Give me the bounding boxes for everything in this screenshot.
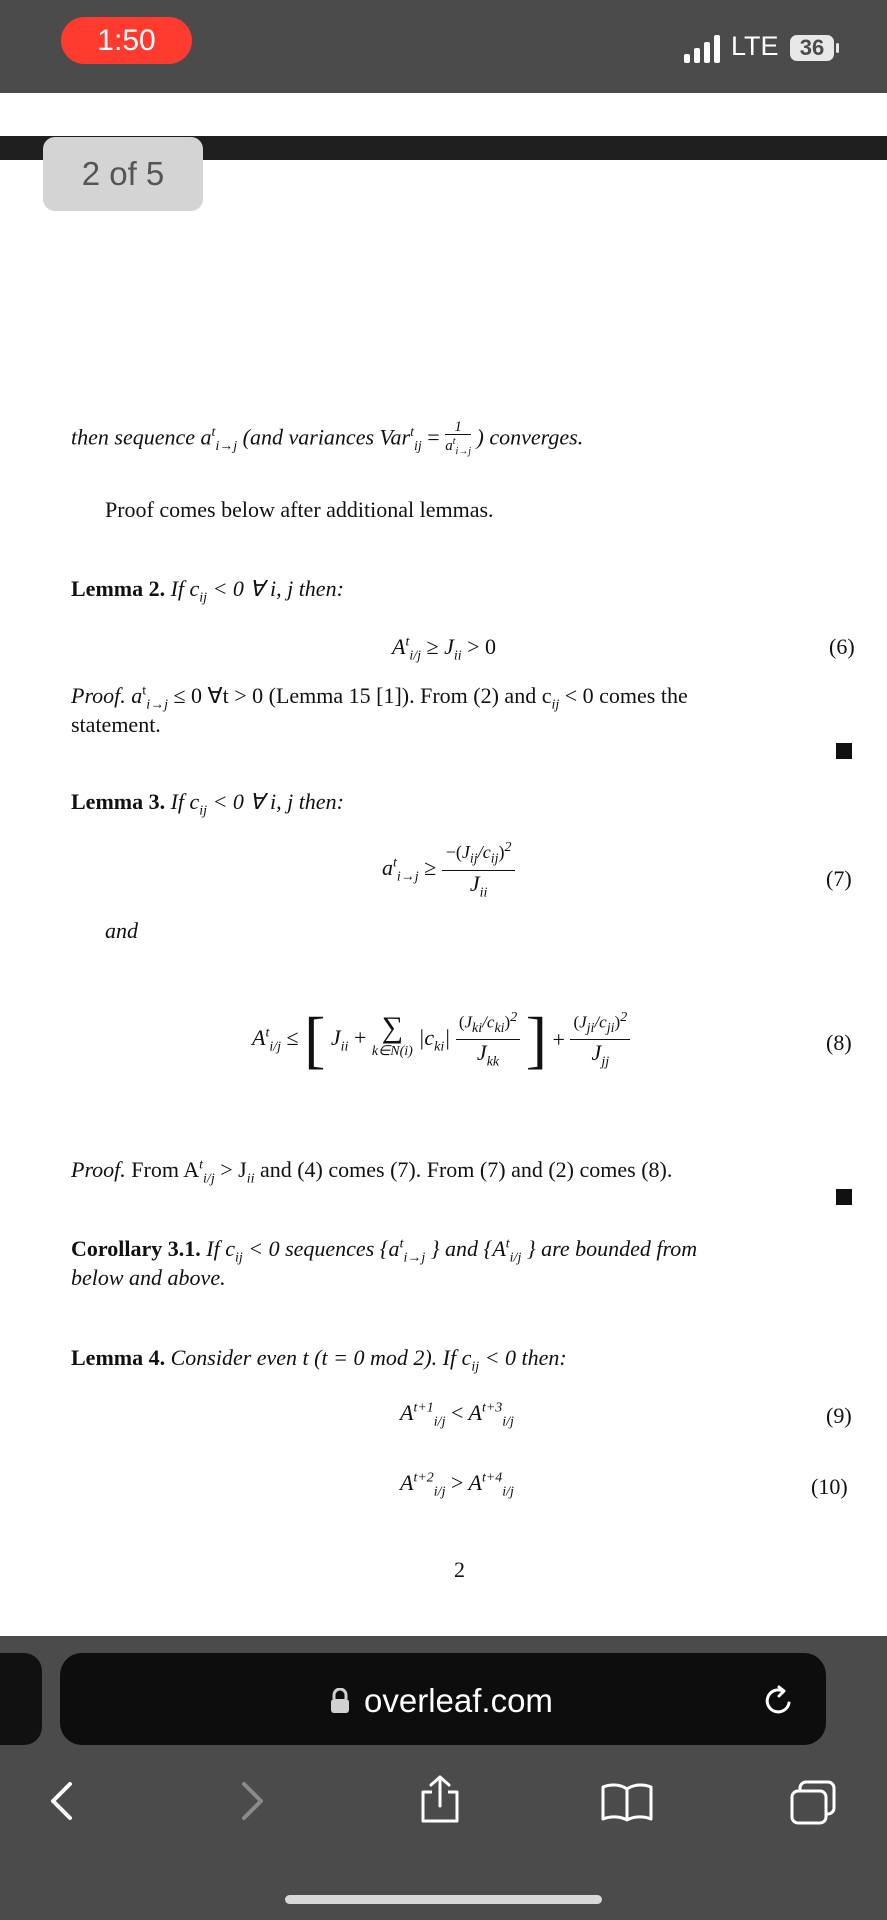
reload-icon[interactable] (762, 1684, 796, 1718)
proof-lemma-2-line-2: statement. (71, 712, 161, 737)
lock-icon (330, 1688, 350, 1714)
qed-symbol (836, 1189, 852, 1205)
equation-number-7: (7) (826, 866, 852, 891)
network-label: LTE (731, 31, 779, 61)
lemma-3: Lemma 3. If $c_{ij} < 0$ ∀ i, j then: (71, 789, 344, 819)
lemma-4: Lemma 4. Consider even t (t = 0 mod 2). If $c_{ij} < 0$ then: (71, 1345, 567, 1375)
battery-nub (836, 43, 839, 53)
qed-symbol (836, 743, 852, 759)
equation-8: $A^t_{i/j}$ ≤ [ $J_{ii}$ + ∑ k∈N(i) $|c_{ki}|$ $(J_{ki}/c_{ki})^2$ $J_{kk}$ ] + $(J_{ji}/c_{ji})^2$ $J_{jj}$ (252, 1003, 630, 1077)
proof-note: Proof comes below after additional lemmas. (105, 497, 494, 522)
status-time[interactable]: 1:50 (61, 17, 192, 64)
equation-7: $a^t_{i\to j}$ ≥ $-(J_{ij}/c_{ij})^2$ $J_{ii}$ (382, 840, 515, 901)
lemma-2: Lemma 2. If $c_{ij} < 0$ ∀ i, j then: (71, 576, 344, 606)
equation-number-9: (9) (826, 1403, 852, 1428)
proof-lemma-2: Proof. $a^t_{i\to j} \le 0$ ∀t > 0 (Lemma 15 [1]). From (2) and $c_{ij} < 0$ comes the (71, 683, 688, 713)
equation-10: $A^{t+2}_{i/j} > A^{t+4}_{i/j}$ (400, 1470, 514, 1500)
home-indicator[interactable] (285, 1895, 602, 1904)
signal-icon (684, 35, 724, 63)
previous-tab[interactable] (0, 1653, 42, 1745)
equation-6: $A^t_{i/j} \ge J_{ii} > 0$ (392, 634, 497, 664)
corollary-line-2: below and above. (71, 1265, 226, 1290)
corollary-3-1: Corollary 3.1. If $c_{ij} < 0$ sequences {$a^t_{i\to j}$ } and {$A^t_{i/j}$ } are bounded from (71, 1236, 698, 1266)
equation-number-6: (6) (829, 634, 855, 659)
url-text[interactable]: overleaf.com (364, 1682, 553, 1719)
page-indicator: 2 of 5 (43, 137, 203, 211)
page-number: 2 (454, 1557, 465, 1582)
text-line-1: then sequence $a^t_{i\to j}$ (and variances Var$^t_{ij}$ = 1 $a^t_{i\to j}$ ) converges. (71, 419, 584, 457)
forward-icon[interactable] (240, 1781, 266, 1821)
bookmarks-icon[interactable] (600, 1782, 654, 1822)
proof-lemma-3: Proof. From $A^t_{i/j} > J_{ii}$ and (4) comes (7). From (7) and (2) comes (8). (71, 1157, 673, 1187)
back-icon[interactable] (48, 1781, 74, 1821)
equation-number-10: (10) (811, 1474, 848, 1499)
and-word: and (105, 918, 138, 943)
tabs-icon[interactable] (788, 1779, 838, 1827)
equation-number-8: (8) (826, 1030, 852, 1055)
battery-icon: 36 (790, 35, 834, 61)
equation-9: $A^{t+1}_{i/j} < A^{t+3}_{i/j}$ (400, 1400, 514, 1430)
share-icon[interactable] (418, 1774, 462, 1824)
